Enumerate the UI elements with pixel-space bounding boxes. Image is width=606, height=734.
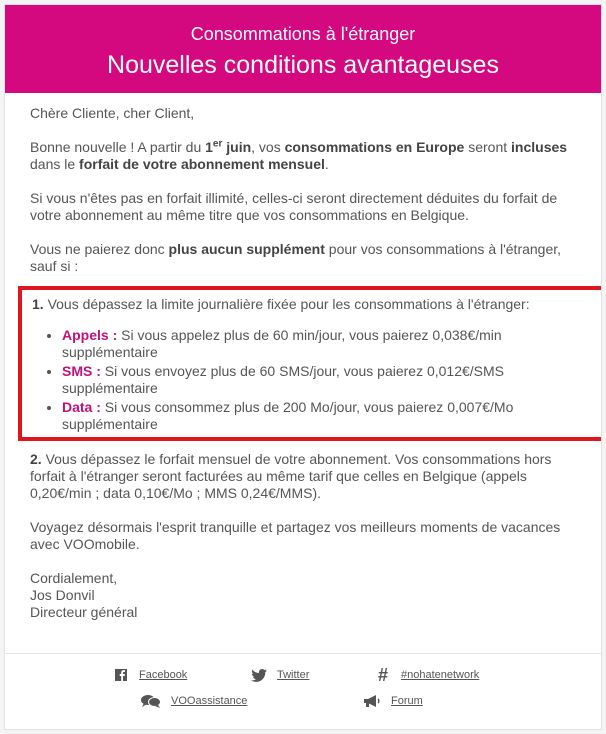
hashtag-label[interactable]: #nohatenetwork: [401, 669, 480, 681]
p1-text: seront: [464, 139, 512, 155]
paragraph-news: [30, 139, 580, 173]
email-header: [5, 5, 601, 93]
p1-month: juin: [222, 139, 252, 155]
p1-text: , vos: [251, 139, 285, 155]
list-item: [62, 327, 592, 361]
p3-text: Vous ne paierez donc: [30, 241, 169, 257]
p1-text: Bonne nouvelle ! A partir du: [30, 139, 206, 155]
header-title: Nouvelles conditions avantageuses: [107, 51, 499, 79]
facebook-icon: [113, 668, 129, 682]
email-card: [4, 4, 602, 730]
greeting: Chère Cliente, cher Client,: [30, 105, 195, 121]
header-subtitle: Consommations à l'étranger: [190, 24, 416, 44]
list-item: [62, 399, 592, 433]
signature-closing: Cordialement,: [30, 570, 118, 586]
condition-text: Vous dépassez la limite journalière fixée pour les consommations à l'étranger:: [43, 296, 530, 312]
list-item: [62, 363, 592, 397]
p1-bold: forfait de votre abonnement mensuel: [79, 156, 325, 172]
chat-icon: [141, 694, 161, 708]
hashtag-link[interactable]: [375, 664, 480, 685]
twitter-link[interactable]: [251, 668, 309, 682]
item-text: Si vous envoyez plus de 60 SMS/jour, vous paierez 0,012€/SMS supplémentaire: [62, 363, 505, 396]
signature-name: Jos Donvil: [30, 587, 95, 603]
condition-number: 1.: [32, 296, 44, 312]
item-text: Si vous consommez plus de 200 Mo/jour, vous paierez 0,007€/Mo supplémentaire: [62, 399, 514, 432]
megaphone-icon: [363, 694, 381, 708]
p3-bold: plus aucun supplément: [168, 241, 325, 257]
condition-2: [30, 451, 580, 502]
email-body: [5, 93, 601, 621]
assistance-label[interactable]: VOOassistance: [171, 695, 248, 707]
forum-label[interactable]: Forum: [391, 695, 423, 707]
paragraph-unlimited: Si vous n'êtes pas en forfait illimité, celles-ci seront directement déduites du forfait de votre abonnement au même titre que vos consommations en Belgique.: [30, 190, 558, 223]
item-text: Si vous appelez plus de 60 min/jour, vous paierez 0,038€/min supplémentaire: [62, 327, 502, 360]
signature-title: Directeur général: [30, 604, 138, 620]
paragraph-no-supplement: [30, 241, 580, 275]
hashtag-icon: #: [377, 664, 388, 685]
signature: [30, 570, 580, 621]
p3-text: pour vos consommations à l'étranger, sauf si :: [30, 241, 562, 274]
p1-text: dans le: [30, 156, 80, 172]
condition-text: Vous dépassez le forfait mensuel de votre abonnement. Vos consommations hors forfait à l'étranger seront facturées au même tarif que celles en Belgique (appels 0,20€/min ; data 0,10€/Mo ; MMS 0,24€/MMS).: [30, 451, 552, 501]
twitter-icon: [251, 668, 267, 682]
twitter-label[interactable]: Twitter: [277, 669, 310, 681]
p1-sup: er: [212, 138, 223, 150]
p1-bold: consommations en Europe: [284, 139, 465, 155]
p1-text: .: [324, 156, 329, 172]
email-footer: [5, 653, 601, 720]
condition-number: 2.: [30, 451, 42, 467]
p1-bold: incluses: [511, 139, 568, 155]
condition-1: [32, 296, 592, 313]
highlighted-conditions-box: [18, 286, 602, 441]
paragraph-closing: Voyagez désormais l'esprit tranquille et partagez vos meilleurs moments de vacances avec VOOmobile.: [30, 519, 561, 552]
facebook-label[interactable]: Facebook: [139, 669, 188, 681]
condition-list: [32, 327, 592, 433]
item-label: SMS :: [62, 363, 101, 379]
facebook-link[interactable]: [113, 668, 187, 682]
item-label: Data :: [62, 399, 101, 415]
p1-day: 1: [205, 139, 213, 155]
item-label: Appels :: [62, 327, 118, 343]
forum-link[interactable]: [363, 694, 423, 708]
assistance-link[interactable]: [141, 694, 247, 708]
